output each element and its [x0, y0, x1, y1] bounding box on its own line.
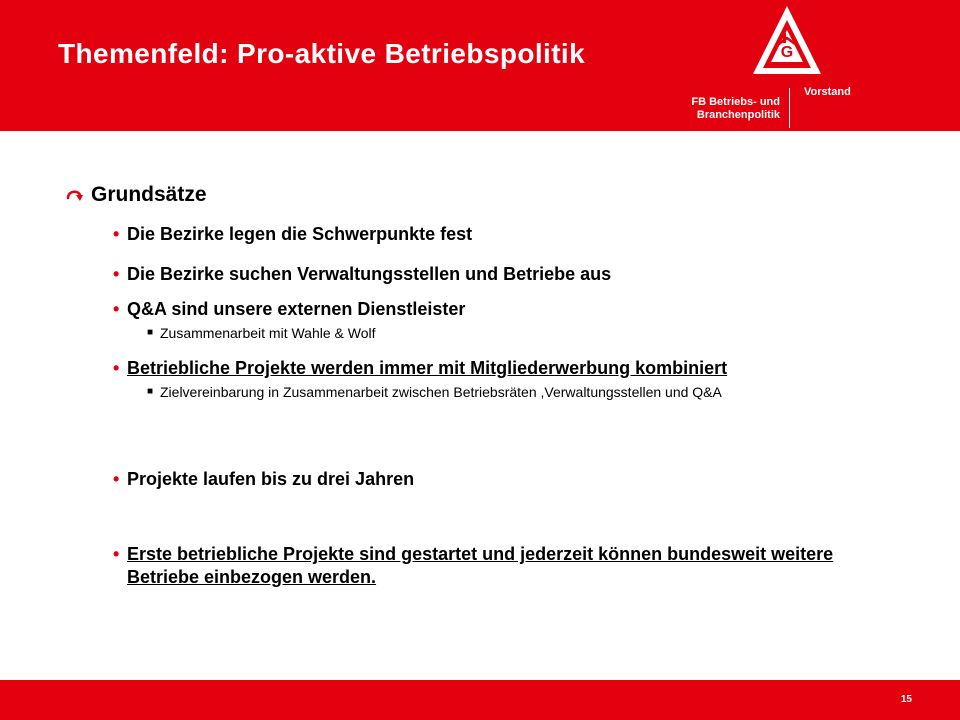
header-divider	[789, 88, 790, 128]
bullet-dot-icon: •	[113, 299, 120, 319]
sub-list-item-text: Zielvereinbarung in Zusammenarbeit zwischen Betriebsräten ,Verwaltungsstellen und Q&A	[160, 384, 722, 400]
igmetall-logo	[748, 0, 826, 86]
section-heading	[66, 183, 207, 207]
header-bar	[0, 0, 960, 131]
bullet-dot-icon: •	[113, 544, 120, 564]
list-item	[113, 223, 873, 246]
sub-list-item	[147, 323, 873, 343]
curved-arrow-icon	[66, 186, 84, 204]
sub-list-item	[147, 382, 873, 402]
page-number: 15	[900, 694, 912, 705]
list-item	[113, 543, 873, 589]
list-item	[113, 263, 873, 286]
bullet-dot-icon: •	[113, 358, 120, 378]
list-item	[113, 357, 873, 402]
list-item-text: Die Bezirke suchen Verwaltungsstellen und Betriebe aus	[127, 264, 612, 284]
list-item-text: Projekte laufen bis zu drei Jahren	[127, 469, 415, 489]
sub-list-item-text: Zusammenarbeit mit Wahle & Wolf	[160, 325, 376, 341]
svg-text:G: G	[780, 44, 794, 61]
department-line-2: Branchenpolitik	[696, 109, 780, 121]
department-label	[691, 96, 780, 122]
square-bullet-icon: ■	[147, 327, 154, 338]
footer-bar	[0, 680, 960, 720]
slide-title: Themenfeld: Pro-aktive Betriebspolitik	[58, 38, 586, 69]
list-item-text: Erste betriebliche Projekte sind gestartet und jederzeit können bundesweit weitere Betriebe einbezogen werden.	[127, 544, 834, 587]
org-unit-label: Vorstand	[804, 86, 851, 98]
bullet-dot-icon: •	[113, 224, 120, 244]
list-item	[113, 298, 873, 343]
department-line-1: FB Betriebs- und	[691, 96, 780, 108]
bullet-dot-icon: •	[113, 469, 120, 489]
bullet-dot-icon: •	[113, 264, 120, 284]
list-item	[113, 468, 873, 491]
list-item-text: Betriebliche Projekte werden immer mit Mitgliederwerbung kombiniert	[127, 358, 728, 378]
square-bullet-icon: ■	[147, 386, 154, 397]
list-item-text: Q&A sind unsere externen Dienstleister	[127, 299, 466, 319]
list-item-text: Die Bezirke legen die Schwerpunkte fest	[127, 224, 473, 244]
slide-content	[0, 131, 960, 680]
section-heading-text: Grundsätze	[91, 183, 207, 206]
